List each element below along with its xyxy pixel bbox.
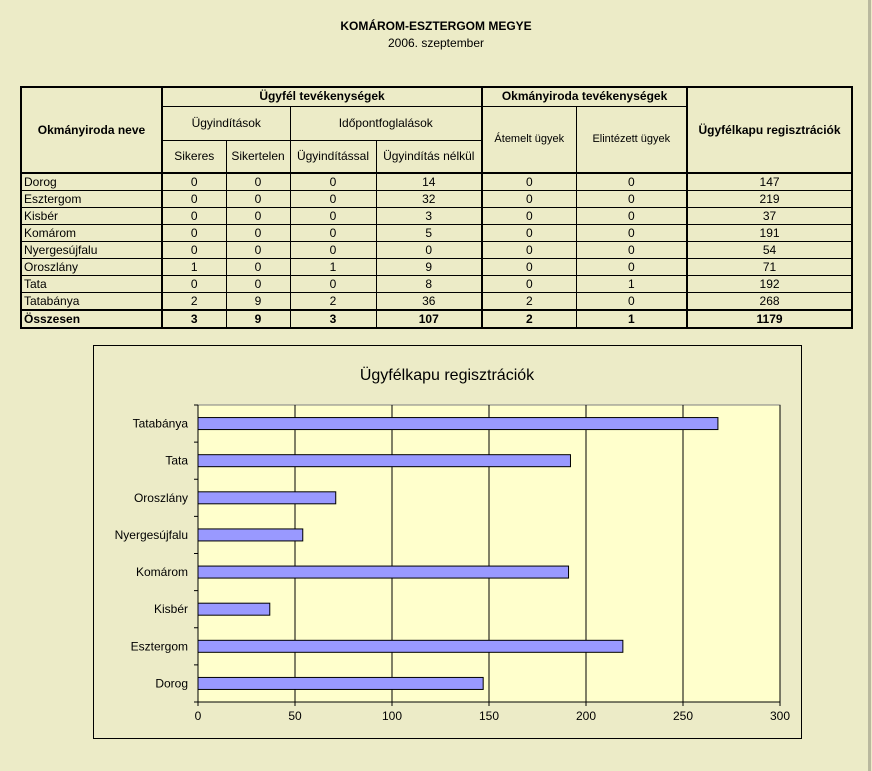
bar bbox=[198, 566, 569, 578]
x-tick-label: 0 bbox=[194, 709, 202, 723]
cell-value: 219 bbox=[687, 191, 852, 208]
table-row bbox=[21, 259, 852, 276]
header-ugyinditas-nelkul: Ügyindítás nélkül bbox=[376, 140, 482, 173]
cell-value: 0 bbox=[482, 225, 576, 242]
bar bbox=[198, 529, 303, 541]
header-ugyinditassal: Ügyindítással bbox=[290, 140, 376, 173]
cell-value: 5 bbox=[376, 225, 482, 242]
cell-value: 32 bbox=[376, 191, 482, 208]
y-tick-label: Oroszlány bbox=[133, 490, 188, 505]
cell-value: 2 bbox=[290, 293, 376, 311]
cell-value: 0 bbox=[482, 242, 576, 259]
cell-value: 0 bbox=[576, 225, 687, 242]
page-subtitle: 2006. szeptember bbox=[387, 36, 485, 50]
cell-total: 9 bbox=[226, 310, 290, 328]
table-row bbox=[21, 173, 852, 191]
cell-total: 3 bbox=[162, 310, 226, 328]
header-sikeres: Sikeres bbox=[162, 140, 226, 173]
window-edge bbox=[868, 0, 871, 771]
header-ugyfelkapu-regisztraciok: Ügyfélkapu regisztrációk bbox=[687, 87, 852, 173]
cell-value: 9 bbox=[226, 293, 290, 311]
data-table bbox=[20, 86, 853, 329]
y-tick-label: Komárom bbox=[135, 565, 188, 580]
cell-value: 0 bbox=[290, 191, 376, 208]
cell-value: 191 bbox=[687, 225, 852, 242]
cell-value: 8 bbox=[376, 276, 482, 293]
x-tick-label: 150 bbox=[478, 709, 500, 723]
y-tick-label: Nyergesújfalu bbox=[114, 527, 188, 542]
cell-value: 0 bbox=[576, 259, 687, 276]
cell-value: 0 bbox=[226, 276, 290, 293]
cell-value: 0 bbox=[226, 242, 290, 259]
cell-value: 0 bbox=[482, 259, 576, 276]
header-atemelt-ugyek: Átemelt ügyek bbox=[482, 106, 576, 173]
cell-value: 268 bbox=[687, 293, 852, 311]
y-tick-label: Dorog bbox=[155, 676, 188, 691]
y-tick-label: Tata bbox=[165, 453, 188, 468]
cell-name: Kisbér bbox=[21, 208, 162, 225]
cell-value: 36 bbox=[376, 293, 482, 311]
cell-value: 1 bbox=[576, 276, 687, 293]
header-sikertelen: Sikertelen bbox=[226, 140, 290, 173]
table-row bbox=[21, 276, 852, 293]
cell-value: 0 bbox=[376, 242, 482, 259]
cell-total: 1179 bbox=[687, 310, 852, 328]
cell-value: 0 bbox=[290, 225, 376, 242]
cell-value: 54 bbox=[687, 242, 852, 259]
chart-title: Ügyfélkapu regisztrációk bbox=[359, 367, 535, 384]
bar bbox=[198, 677, 483, 689]
bar bbox=[198, 455, 570, 467]
cell-value: 3 bbox=[376, 208, 482, 225]
cell-total: 1 bbox=[576, 310, 687, 328]
table-row bbox=[21, 208, 852, 225]
cell-value: 0 bbox=[576, 173, 687, 191]
x-tick-label: 50 bbox=[288, 709, 302, 723]
header-okmanyiroda-tevekenysegek: Okmányiroda tevékenységek bbox=[482, 87, 687, 106]
cell-value: 0 bbox=[162, 173, 226, 191]
y-tick-label: Esztergom bbox=[130, 639, 188, 654]
table-row bbox=[21, 293, 852, 311]
cell-value: 0 bbox=[482, 173, 576, 191]
cell-value: 14 bbox=[376, 173, 482, 191]
cell-value: 0 bbox=[226, 225, 290, 242]
cell-value: 0 bbox=[576, 191, 687, 208]
cell-value: 0 bbox=[162, 191, 226, 208]
x-tick-label: 300 bbox=[769, 709, 791, 723]
cell-name: Dorog bbox=[21, 173, 162, 191]
bar-chart bbox=[94, 346, 801, 738]
bar bbox=[198, 640, 623, 652]
cell-total: 2 bbox=[482, 310, 576, 328]
cell-name: Esztergom bbox=[21, 191, 162, 208]
cell-name: Komárom bbox=[21, 225, 162, 242]
chart-container bbox=[93, 345, 802, 739]
cell-name: Nyergesújfalu bbox=[21, 242, 162, 259]
cell-value: 0 bbox=[576, 293, 687, 311]
header-idopontfoglalasok: Időpontfoglalások bbox=[290, 106, 482, 140]
cell-value: 147 bbox=[687, 173, 852, 191]
cell-value: 2 bbox=[482, 293, 576, 311]
header-ugyfel-tevekenysegek: Ügyfél tevékenységek bbox=[162, 87, 482, 106]
cell-value: 0 bbox=[162, 242, 226, 259]
table-row bbox=[21, 225, 852, 242]
cell-value: 0 bbox=[226, 191, 290, 208]
bar bbox=[198, 603, 270, 615]
cell-value: 1 bbox=[290, 259, 376, 276]
cell-value: 0 bbox=[576, 242, 687, 259]
cell-value: 0 bbox=[226, 208, 290, 225]
cell-total: 3 bbox=[290, 310, 376, 328]
cell-value: 0 bbox=[290, 208, 376, 225]
table-row bbox=[21, 242, 852, 259]
cell-value: 9 bbox=[376, 259, 482, 276]
cell-value: 0 bbox=[162, 208, 226, 225]
cell-total: 107 bbox=[376, 310, 482, 328]
header-elintezett-ugyek: Elintézett ügyek bbox=[576, 106, 687, 173]
cell-value: 0 bbox=[226, 173, 290, 191]
cell-value: 37 bbox=[687, 208, 852, 225]
cell-value: 0 bbox=[162, 225, 226, 242]
cell-value: 192 bbox=[687, 276, 852, 293]
y-tick-label: Kisbér bbox=[153, 602, 188, 617]
bar bbox=[198, 492, 336, 504]
y-tick-label: Tatabánya bbox=[132, 416, 188, 431]
cell-value: 0 bbox=[290, 276, 376, 293]
header-okmanyiroda-neve: Okmányiroda neve bbox=[21, 87, 162, 173]
table-row bbox=[21, 191, 852, 208]
cell-value: 0 bbox=[162, 276, 226, 293]
cell-value: 1 bbox=[162, 259, 226, 276]
header-ugyinditasok: Ügyindítások bbox=[162, 106, 290, 140]
total-row bbox=[21, 310, 852, 328]
cell-value: 2 bbox=[162, 293, 226, 311]
cell-value: 0 bbox=[290, 242, 376, 259]
cell-value: 0 bbox=[482, 191, 576, 208]
cell-value: 0 bbox=[290, 173, 376, 191]
cell-value: 0 bbox=[482, 208, 576, 225]
cell-value: 0 bbox=[482, 276, 576, 293]
x-tick-label: 250 bbox=[672, 709, 694, 723]
bar bbox=[198, 418, 718, 430]
page-title: KOMÁROM-ESZTERGOM MEGYE bbox=[340, 19, 532, 33]
cell-name: Tata bbox=[21, 276, 162, 293]
cell-name: Oroszlány bbox=[21, 259, 162, 276]
cell-name: Tatabánya bbox=[21, 293, 162, 311]
x-tick-label: 100 bbox=[381, 709, 403, 723]
cell-value: 0 bbox=[226, 259, 290, 276]
cell-value: 0 bbox=[576, 208, 687, 225]
cell-value: 71 bbox=[687, 259, 852, 276]
cell-total-label: Összesen bbox=[21, 310, 162, 328]
x-tick-label: 200 bbox=[575, 709, 597, 723]
